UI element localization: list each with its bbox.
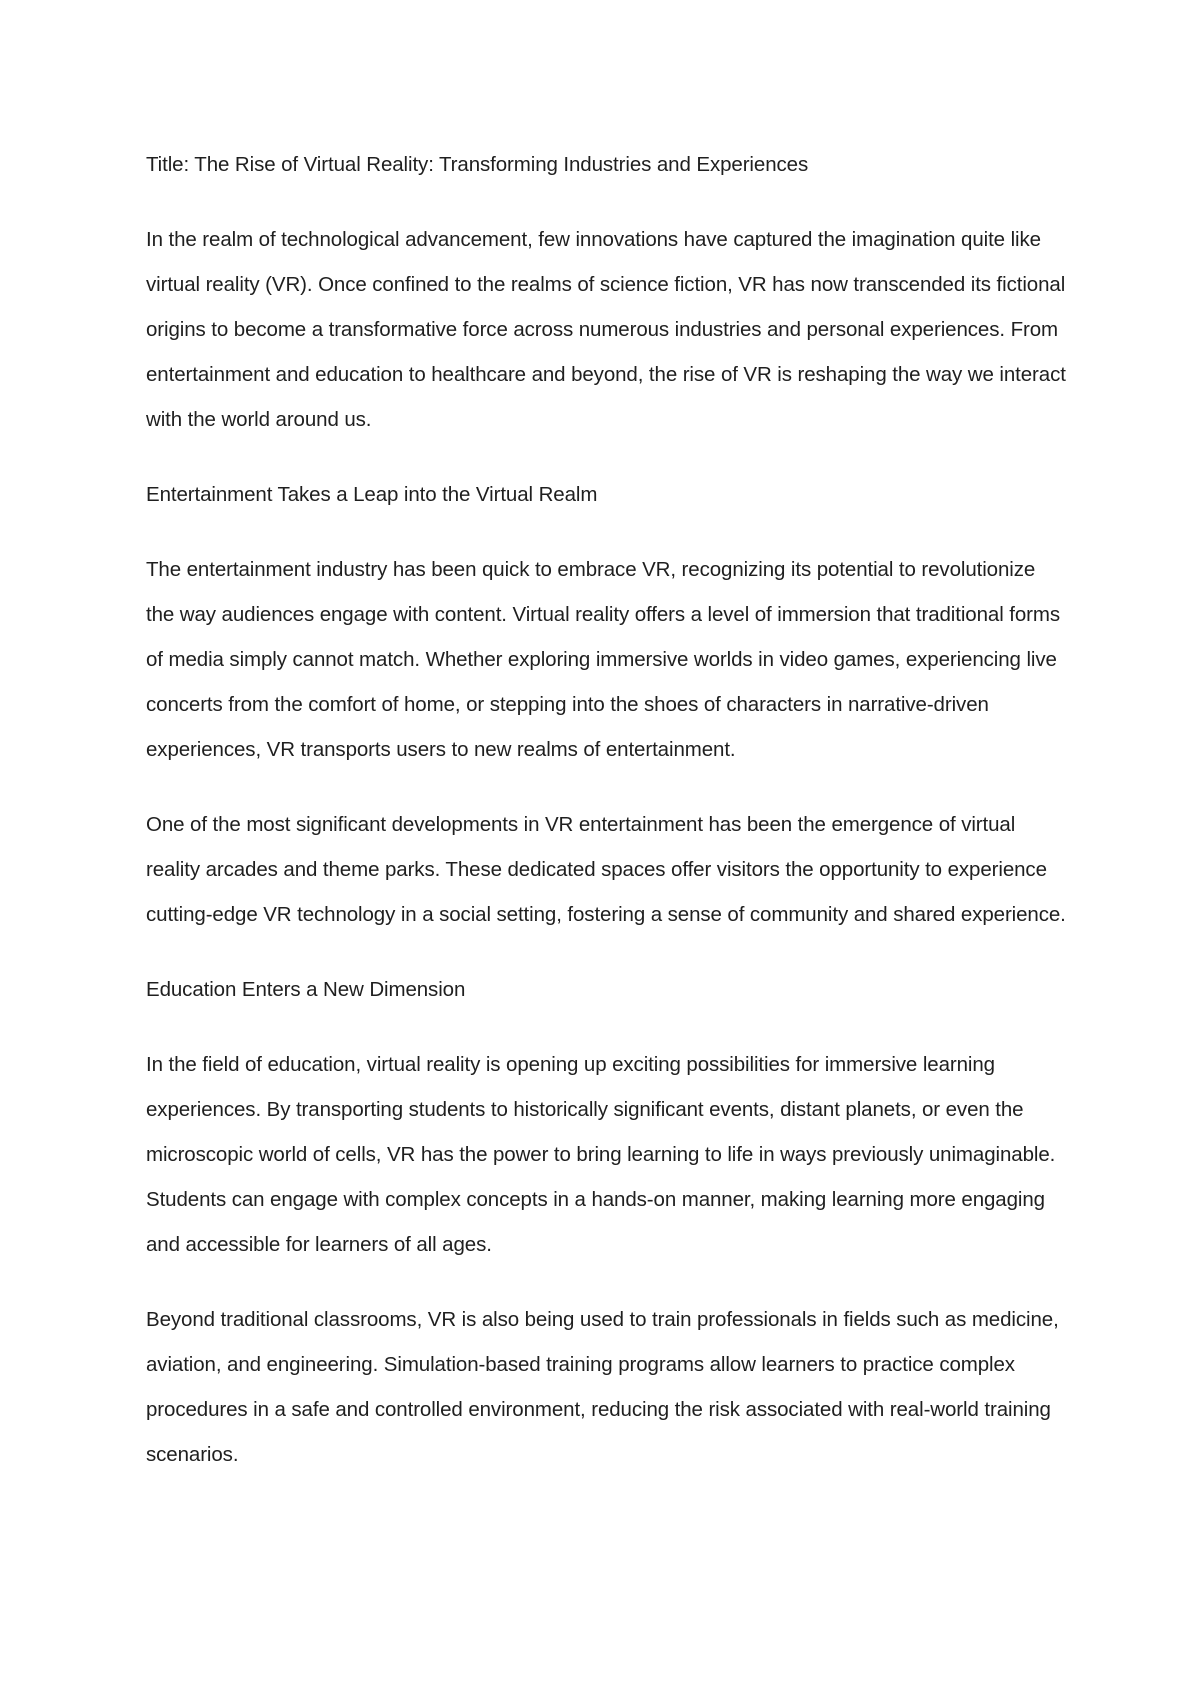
intro-paragraph: In the realm of technological advancement, few innovations have captured the imagination quite like virtual reality (VR). Once confined to the realms of science fiction, VR has now transcended its fictional origins to become a transformative force across numerous industries and personal experiences. From entertainment and education to healthcare and beyond, the rise of VR is reshaping the way we interact with the world around us.: [146, 228, 1066, 431]
paragraph-entertainment-2: One of the most significant developments in VR entertainment has been the emergence of virtual reality arcades and theme parks. These dedicated spaces offer visitors the opportunity to experience cutting-edge VR technology in a social setting, fostering a sense of community and shared experience.: [146, 813, 1066, 926]
paragraph-education-1: In the field of education, virtual reality is opening up exciting possibilities for immersive learning experiences. By transporting students to historically significant events, distant planets, or even the microscopic world of cells, VR has the power to bring learning to life in ways previously unimaginable. Students can engage with complex concepts in a hands-on manner, making learning more engaging and accessible for learners of all ages.: [146, 1053, 1056, 1256]
paragraph-entertainment-1: The entertainment industry has been quick to embrace VR, recognizing its potential to revolutionize the way audiences engage with content. Virtual reality offers a level of immersion that traditional forms of media simply cannot match. Whether exploring immersive worlds in video games, experiencing live concerts from the comfort of home, or stepping into the shoes of characters in narrative-driven experiences, VR transports users to new realms of entertainment.: [146, 558, 1061, 761]
document-title: Title: The Rise of Virtual Reality: Transforming Industries and Experiences: [146, 153, 809, 176]
section-heading-entertainment: Entertainment Takes a Leap into the Virtual Realm: [146, 483, 598, 506]
document-body: [146, 142, 1066, 1507]
paragraph-education-2: Beyond traditional classrooms, VR is also being used to train professionals in fields such as medicine, aviation, and engineering. Simulation-based training programs allow learners to practice complex procedures in a safe and controlled environment, reducing the risk associated with real-world training scenarios.: [146, 1308, 1059, 1466]
section-heading-education: Education Enters a New Dimension: [146, 978, 466, 1001]
